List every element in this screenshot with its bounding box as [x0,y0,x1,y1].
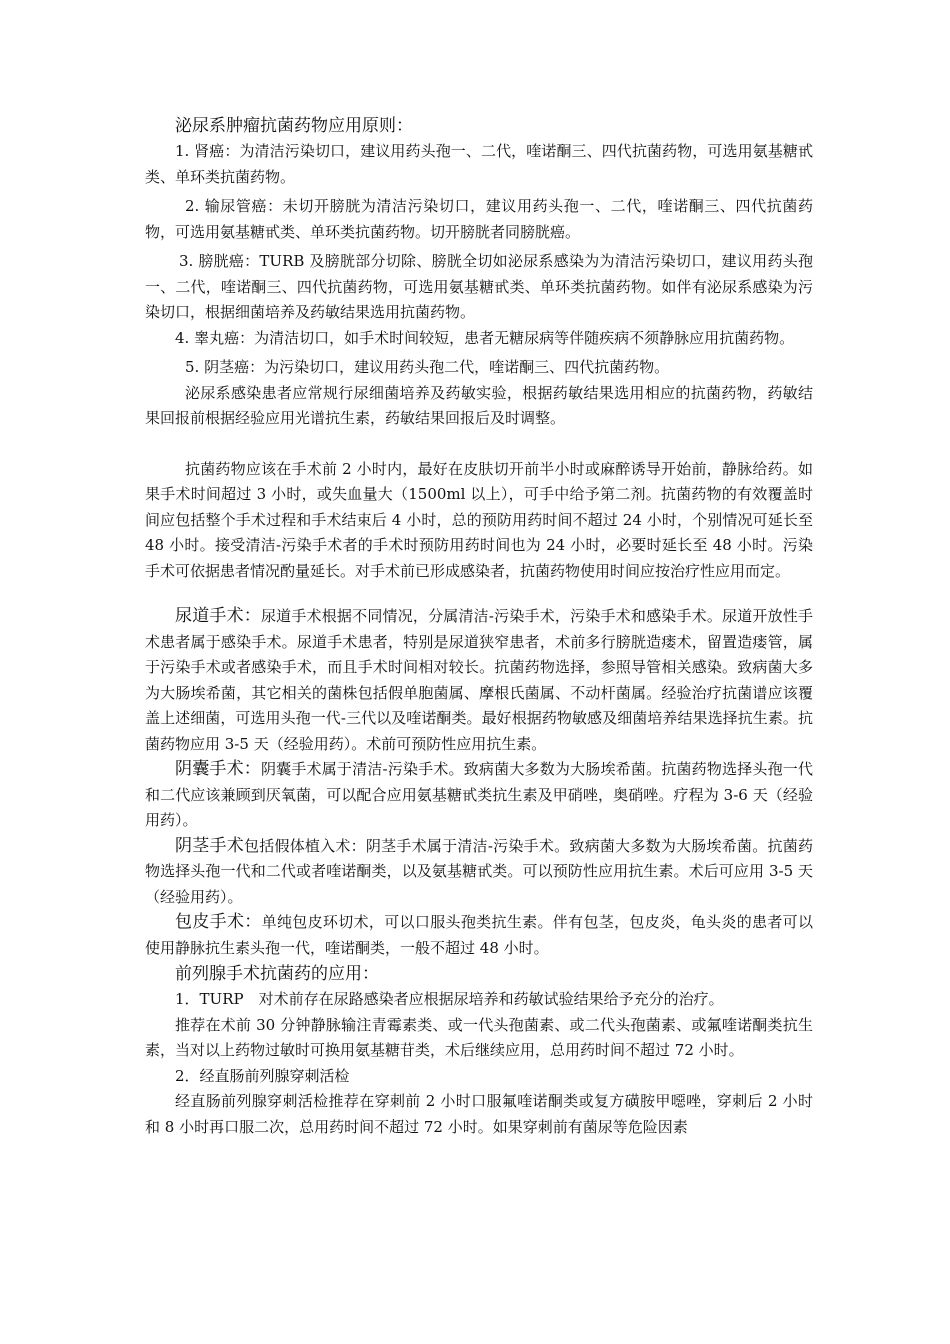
heading-urethra-surgery: 尿道手术： [175,606,261,626]
timing-note: 抗菌药物应该在手术前 2 小时内，最好在皮肤切开前半小时或麻醉诱导开始前，静脉给药。如果手术时间超过 3 小时，或失血量大（1500ml 以上），可手中给予第二剂。抗菌药物的有效覆盖时间应包括整个手术过程和手术结束后 4 小时，总的预防用药时间不超过 24 小时，个别情况可延长至 48 小时。接受清洁-污染手术者的手术时预防用药时间也为 24 小时，必要时延长至 48 小时。污染手术可依据患者情况酌量延长。对手术前已形成感染者，抗菌药物使用时间应按治疗性应用而定。 [145,459,813,580]
spacer [145,432,813,457]
infection-note: 泌尿系感染患者应常规行尿细菌培养及药敏实验，根据药敏结果选用相应的抗菌药物，药敏结果回报前根据经验应用光谱抗生素，药敏结果回报后及时调整。 [145,383,813,427]
heading-penis-surgery: 阴茎手术 [175,835,244,856]
prostate-turp-detail: 推荐在术前 30 分钟静脉输注青霉素类、或一代头孢菌素、或二代头孢菌素、或氟喹诺酮类抗生素，当对以上药物过敏时可换用氨基糖苷类，术后继续应用，总用药时间不超过 72 小时。 [145,1015,813,1059]
document-body [145,113,813,1140]
heading-scrotum-surgery: 阴囊手术： [175,759,261,779]
item-ureter-cancer: 2. 输尿管癌：未切开膀胱为清洁污染切口，建议用药头孢一、二代，喹诺酮三、四代抗菌药物，可选用氨基糖甙类、单环类抗菌药物。切开膀胱者同膀胱癌。 [145,197,813,241]
section-title-tumor: 泌尿系肿瘤抗菌药物应用原则： [175,116,413,136]
prostate-biopsy-title: 2．经直肠前列腺穿刺活检 [175,1066,350,1085]
text-scrotum-surgery: 阴囊手术属于清洁-污染手术。致病菌大多数为大肠埃希菌。抗菌药物选择头孢一代和二代应该兼顾到厌氧菌，可以配合应用氨基糖甙类抗生素及甲硝唑，奥硝唑。疗程为 3-6 天（经验用药）。 [145,760,813,829]
heading-foreskin-surgery: 包皮手术： [175,912,262,932]
prostate-turp: 1．TURP 对术前存在尿路感染者应根据尿培养和药敏试验结果给予充分的治疗。 [175,990,724,1008]
prostate-biopsy-detail: 经直肠前列腺穿刺活检推荐在穿刺前 2 小时口服氟喹诺酮类或复方磺胺甲噁唑，穿刺后 2 小时和 8 小时再口服二次，总用药时间不超过 72 小时。如果穿刺前有菌尿等危险因素 [145,1092,813,1136]
section-title-prostate: 前列腺手术抗菌药的应用： [175,964,379,984]
paragraph-penis-surgery [145,834,813,911]
item-bladder-cancer: 3. 膀胱癌：TURB 及膀胱部分切除、膀胱全切如泌尿系感染为为清洁污染切口，建议用药头孢一、二代，喹诺酮三、四代抗菌药物，可选用氨基糖甙类、单环类抗菌药物。如伴有泌尿系感染为污染切口，根据细菌培养及药敏结果选用抗菌药物。 [145,252,813,321]
paragraph-foreskin-surgery [145,910,813,961]
item-kidney-cancer: 1. 肾癌：为清洁污染切口，建议用药头孢一、二代，喹诺酮三、四代抗菌药物，可选用氨基糖甙类、单环类抗菌药物。 [145,142,813,186]
spacer [145,584,813,604]
paragraph-scrotum-surgery [145,757,813,834]
text-urethra-surgery: 尿道手术根据不同情况，分属清洁-污染手术，污染手术和感染手术。尿道开放性手术患者属于感染手术。尿道手术患者，特别是尿道狭窄患者，术前多行膀胱造瘘术，留置造瘘管，属于污染手术或者感染手术，而且手术时间相对较长。抗菌药物选择，参照导管相关感染。致病菌大多为大肠埃希菌，其它相关的菌株包括假单胞菌属、摩根氏菌属、不动杆菌属。经验治疗抗菌谱应该覆盖上述细菌，可选用头孢一代-三代以及喹诺酮类。最好根据药物敏感及细菌培养结果选择抗生素。抗菌药物应用 3-5 天（经验用药）。术前可预防性应用抗生素。 [145,607,813,753]
text-penis-surgery: 包括假体植入术：阴茎手术属于清洁-污染手术。致病菌大多数为大肠埃希菌。抗菌药物选择头孢一代和二代或者喹诺酮类，以及氨基糖甙类。可以预防性应用抗生素。术后可应用 3-5 天（经验用药）。 [145,836,813,906]
item-testicular-cancer: 4. 睾丸癌：为清洁切口，如手术时间较短，患者无糖尿病等伴随疾病不须静脉应用抗菌药物。 [175,328,795,347]
item-penile-cancer: 5. 阴茎癌：为污染切口，建议用药头孢二代，喹诺酮三、四代抗菌药物。 [185,358,670,376]
text-foreskin-surgery: 单纯包皮环切术，可以口服头孢类抗生素。伴有包茎，包皮炎，龟头炎的患者可以使用静脉抗生素头孢一代，喹诺酮类，一般不超过 48 小时。 [145,913,813,957]
paragraph-urethra-surgery [145,604,813,757]
